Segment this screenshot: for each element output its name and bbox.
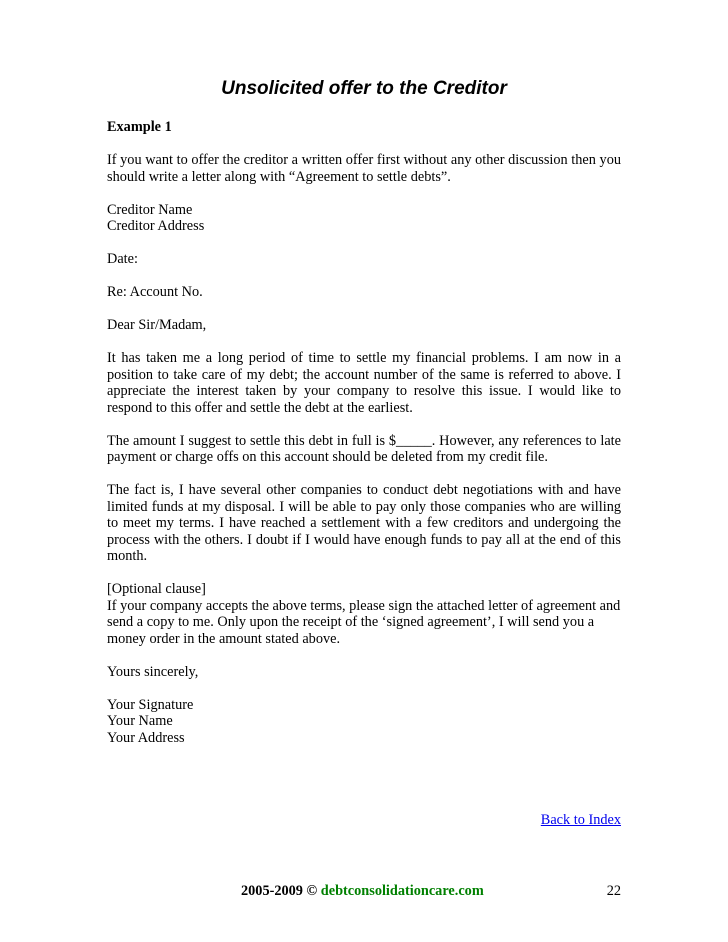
footer-copyright — [241, 883, 484, 900]
page-number: 22 — [606, 883, 621, 899]
creditor-name: Creditor Name — [107, 201, 193, 218]
intro-paragraph: If you want to offer the creditor a written offer first without any other discussion then you should write a letter along with “Agreement to settle debts”. — [107, 152, 621, 185]
name-line: Your Name — [107, 713, 173, 729]
signature-block — [107, 697, 621, 747]
footer-site-name: debtconsolidationcare.com — [320, 883, 484, 899]
optional-clause-text: If your company accepts the above terms, please sign the attached letter of agreement and send a copy to me. Only upon the receipt of the ‘signed agreement’, I will send you a money order in the amount stated above. — [107, 597, 621, 647]
optional-clause-block — [107, 581, 621, 647]
reference-line: Re: Account No. — [107, 284, 203, 300]
salutation: Dear Sir/Madam, — [107, 317, 207, 333]
letter-paragraph-2: The amount I suggest to settle this debt in full is $_____. However, any references to late payment or charge offs on this account should be deleted from my credit file. — [107, 432, 621, 465]
page-title: Unsolicited offer to the Creditor — [221, 78, 507, 99]
copyright-text: 2005-2009 © — [241, 883, 318, 899]
date-line: Date: — [107, 251, 138, 267]
creditor-address: Creditor Address — [107, 218, 205, 234]
address-line: Your Address — [107, 729, 185, 746]
optional-clause-label: [Optional clause] — [107, 581, 206, 597]
signature-line: Your Signature — [107, 696, 194, 713]
letter-paragraph-3: The fact is, I have several other companies to conduct debt negotiations with and have limited funds at my disposal. I will be able to pay only those companies who are willing to meet my terms. I have reached a settlement with a few creditors and undergoing the process with the others. I doubt if I would have enough funds to pay all at the end of this month. — [107, 482, 621, 564]
letter-paragraph-1: It has taken me a long period of time to settle my financial problems. I am now in a position to take care of my debt; the account number of the same is referred to above. I appreciate the interest taken by your company to resolve this issue. I would like to respond to this offer and settle the debt at the earliest. — [107, 350, 621, 416]
back-to-index-link[interactable]: Back to Index — [540, 812, 621, 828]
example-heading: Example 1 — [107, 119, 172, 135]
creditor-block — [107, 202, 621, 235]
document-body — [107, 119, 621, 763]
closing-line: Yours sincerely, — [107, 663, 199, 680]
